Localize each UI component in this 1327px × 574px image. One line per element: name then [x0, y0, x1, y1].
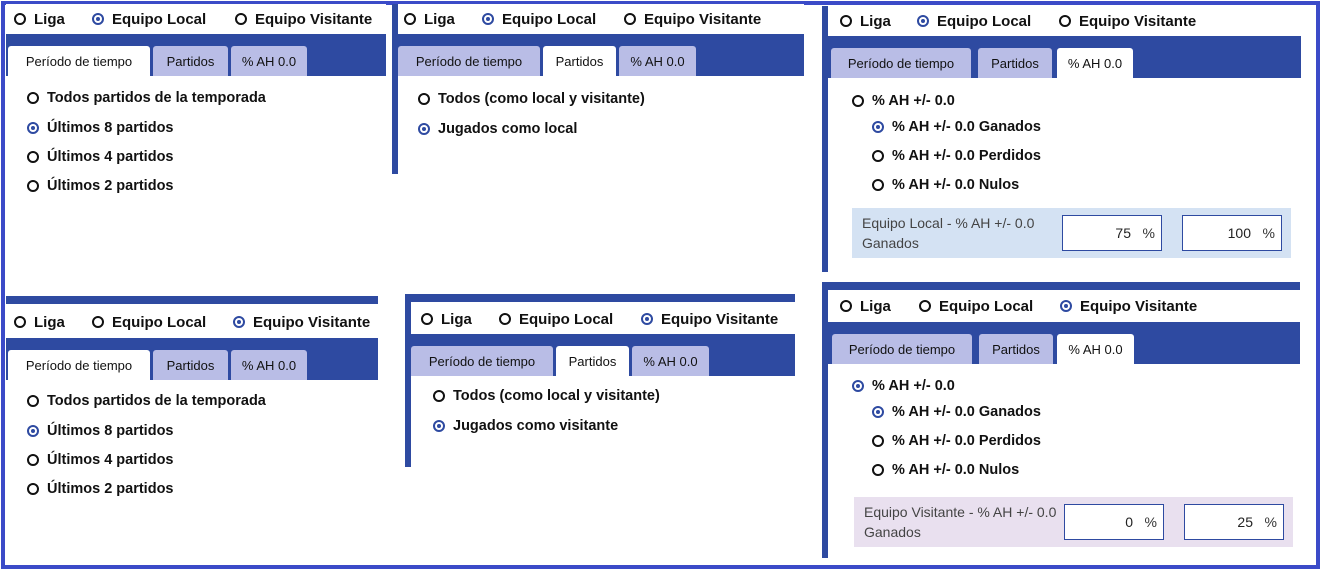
scope-option-local[interactable]: Equipo Local: [482, 4, 596, 34]
radio-icon: [27, 454, 39, 466]
option-home-matches[interactable]: Jugados como local: [418, 121, 577, 137]
radio-icon: [27, 395, 39, 407]
tab-ah[interactable]: % AH 0.0: [1057, 334, 1134, 364]
scope-option-visitante[interactable]: Equipo Visitante: [235, 4, 372, 34]
scope-selector: [828, 6, 1301, 36]
tab-period[interactable]: Período de tiempo: [832, 334, 972, 364]
option-all-matches[interactable]: Todos (como local y visitante): [418, 91, 645, 107]
filter-range-local: [852, 208, 1291, 258]
option-all-season[interactable]: Todos partidos de la temporada: [27, 90, 266, 106]
radio-selected-icon: [872, 121, 884, 133]
scope-option-local[interactable]: Equipo Local: [92, 307, 206, 337]
scope-option-liga[interactable]: Liga: [404, 4, 455, 34]
max-percent-input[interactable]: 100 %: [1182, 215, 1282, 251]
scope-option-visitante[interactable]: Equipo Visitante: [641, 304, 778, 334]
option-all-season[interactable]: Todos partidos de la temporada: [27, 393, 266, 409]
radio-selected-icon: [27, 425, 39, 437]
scope-option-liga[interactable]: Liga: [840, 6, 891, 36]
radio-icon: [27, 151, 39, 163]
tab-ah[interactable]: % AH 0.0: [632, 346, 709, 376]
panel-period-local: [6, 4, 386, 202]
tab-matches[interactable]: Partidos: [978, 48, 1052, 78]
min-percent-input[interactable]: 0 %: [1064, 504, 1164, 540]
radio-selected-icon: [92, 13, 104, 25]
tab-bar: [828, 36, 1301, 78]
radio-icon: [27, 180, 39, 192]
radio-icon: [872, 179, 884, 191]
tab-ah[interactable]: % AH 0.0: [231, 350, 307, 380]
radio-icon: [919, 300, 931, 312]
radio-icon: [1059, 15, 1071, 27]
scope-option-visitante[interactable]: Equipo Visitante: [1059, 6, 1196, 36]
scope-selector: [398, 4, 804, 34]
scope-option-local[interactable]: Equipo Local: [499, 304, 613, 334]
radio-selected-icon: [852, 380, 864, 392]
tab-bar: [828, 322, 1300, 364]
radio-selected-icon: [433, 420, 445, 432]
radio-icon: [840, 15, 852, 27]
tab-matches[interactable]: Partidos: [556, 346, 629, 376]
scope-option-local[interactable]: Equipo Local: [92, 4, 206, 34]
tab-period[interactable]: Período de tiempo: [8, 46, 150, 76]
min-percent-input[interactable]: 75 %: [1062, 215, 1162, 251]
option-all-matches[interactable]: Todos (como local y visitante): [433, 388, 660, 404]
tab-matches[interactable]: Partidos: [153, 46, 228, 76]
option-ah-draw[interactable]: % AH +/- 0.0 Nulos: [872, 462, 1019, 478]
option-ah-draw[interactable]: % AH +/- 0.0 Nulos: [872, 177, 1019, 193]
radio-icon: [872, 464, 884, 476]
scope-option-liga[interactable]: Liga: [421, 304, 472, 334]
radio-icon: [840, 300, 852, 312]
tab-matches[interactable]: Partidos: [153, 350, 228, 380]
option-ah-won[interactable]: % AH +/- 0.0 Ganados: [872, 404, 1041, 420]
radio-selected-icon: [233, 316, 245, 328]
radio-icon: [14, 316, 26, 328]
radio-icon: [404, 13, 416, 25]
tab-period[interactable]: Período de tiempo: [411, 346, 553, 376]
tab-bar: [411, 334, 795, 376]
filter-label: Equipo Local - % AH +/- 0.0 Ganados: [862, 215, 1035, 251]
option-last-8[interactable]: Últimos 8 partidos: [27, 423, 174, 439]
tab-bar: [398, 34, 804, 76]
option-last-2[interactable]: Últimos 2 partidos: [27, 481, 174, 497]
radio-selected-icon: [482, 13, 494, 25]
panel-period-visitor: [6, 296, 378, 512]
option-last-4[interactable]: Últimos 4 partidos: [27, 149, 174, 165]
radio-icon: [433, 390, 445, 402]
tab-period[interactable]: Período de tiempo: [8, 350, 150, 380]
tab-period[interactable]: Período de tiempo: [398, 46, 540, 76]
radio-icon: [872, 435, 884, 447]
radio-selected-icon: [641, 313, 653, 325]
option-last-8[interactable]: Últimos 8 partidos: [27, 120, 174, 136]
tab-matches[interactable]: Partidos: [543, 46, 616, 76]
tab-bar: [6, 338, 378, 380]
scope-option-liga[interactable]: Liga: [14, 307, 65, 337]
radio-icon: [14, 13, 26, 25]
tab-ah[interactable]: % AH 0.0: [231, 46, 307, 76]
scope-option-visitante[interactable]: Equipo Visitante: [233, 307, 370, 337]
scope-selector: [411, 304, 795, 334]
tab-bar: [6, 34, 386, 76]
radio-selected-icon: [418, 123, 430, 135]
option-ah-won[interactable]: % AH +/- 0.0 Ganados: [872, 119, 1041, 135]
scope-option-visitante[interactable]: Equipo Visitante: [1060, 291, 1197, 321]
radio-selected-icon: [917, 15, 929, 27]
panel-ah-local: [822, 6, 1301, 272]
scope-option-liga[interactable]: Liga: [840, 291, 891, 321]
scope-option-local[interactable]: Equipo Local: [919, 291, 1033, 321]
scope-selector: [828, 291, 1300, 321]
option-ah-lost[interactable]: % AH +/- 0.0 Perdidos: [872, 433, 1041, 449]
filter-range-visitor: [854, 497, 1293, 547]
radio-icon: [499, 313, 511, 325]
scope-option-local[interactable]: Equipo Local: [917, 6, 1031, 36]
radio-selected-icon: [27, 122, 39, 134]
tab-ah[interactable]: % AH 0.0: [619, 46, 696, 76]
scope-selector: [6, 307, 378, 337]
radio-icon: [27, 92, 39, 104]
option-ah-lost[interactable]: % AH +/- 0.0 Perdidos: [872, 148, 1041, 164]
option-ah-all[interactable]: % AH +/- 0.0: [852, 93, 955, 109]
scope-option-visitante[interactable]: Equipo Visitante: [624, 4, 761, 34]
scope-option-liga[interactable]: Liga: [14, 4, 65, 34]
radio-icon: [872, 150, 884, 162]
radio-icon: [624, 13, 636, 25]
radio-icon: [92, 316, 104, 328]
max-percent-input[interactable]: 25 %: [1184, 504, 1284, 540]
option-last-4[interactable]: Últimos 4 partidos: [27, 452, 174, 468]
option-last-2[interactable]: Últimos 2 partidos: [27, 178, 174, 194]
tab-ah[interactable]: % AH 0.0: [1057, 48, 1133, 78]
option-ah-all[interactable]: % AH +/- 0.0: [852, 378, 955, 394]
tab-period[interactable]: Período de tiempo: [831, 48, 971, 78]
radio-selected-icon: [872, 406, 884, 418]
panel-matches-local: [392, 4, 804, 174]
radio-icon: [27, 483, 39, 495]
radio-icon: [418, 93, 430, 105]
radio-icon: [852, 95, 864, 107]
option-away-matches[interactable]: Jugados como visitante: [433, 418, 618, 434]
radio-icon: [421, 313, 433, 325]
filter-label: Equipo Visitante - % AH +/- 0.0 Ganados: [864, 504, 1057, 540]
radio-selected-icon: [1060, 300, 1072, 312]
panel-ah-visitor: [822, 282, 1300, 558]
tab-matches[interactable]: Partidos: [979, 334, 1053, 364]
scope-selector: [6, 4, 386, 34]
radio-icon: [235, 13, 247, 25]
panel-matches-visitor: [405, 294, 795, 467]
